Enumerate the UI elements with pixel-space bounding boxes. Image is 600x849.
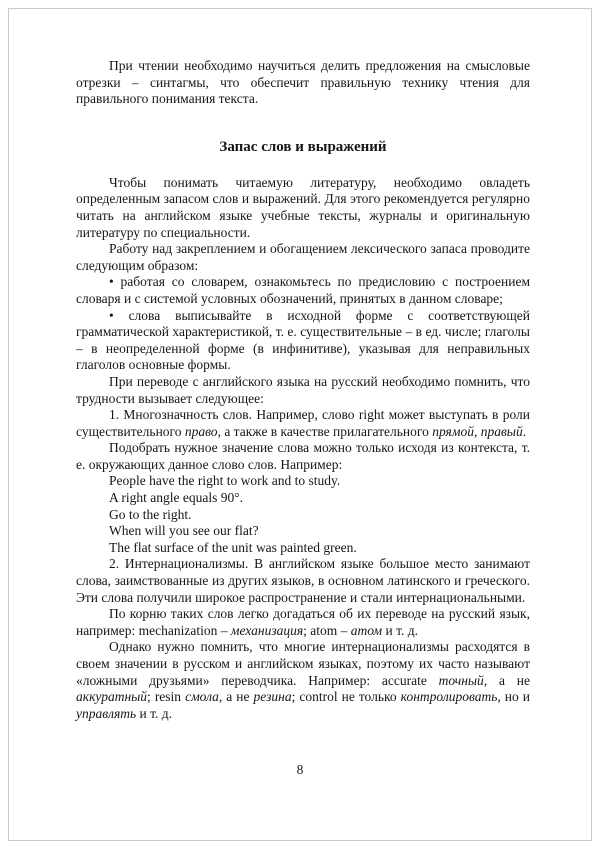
italic-text-run: механизация	[230, 622, 304, 638]
text-run: • работая со словарем, ознакомьтесь по предисловию с построением словаря и с системой условных обозначений, принятых в данном словаре;	[76, 274, 530, 306]
text-run: 1. Многозначность слов. Например, слово right может выступать в роли существительного	[76, 407, 530, 439]
text-run: , а не	[218, 689, 254, 705]
text-run: .	[522, 423, 527, 439]
paragraph	[76, 556, 530, 606]
example-line	[76, 523, 530, 540]
text-run: ; resin	[147, 689, 186, 705]
text-run: Go to the right.	[109, 506, 192, 522]
paragraph	[76, 639, 530, 722]
paragraph	[76, 606, 530, 639]
paragraph	[76, 374, 530, 407]
text-run: и т. д.	[136, 705, 173, 721]
paragraph	[76, 440, 530, 473]
text-run: и т. д.	[382, 622, 418, 638]
italic-text-run: контролировать	[400, 689, 498, 705]
text-run: Однако нужно помнить, что многие интернационализмы расходятся в своем значении в русском и английском языках, поэтому их часто называют «ложными друзьями» переводчика. Например: accurate	[76, 639, 530, 688]
page-number: 8	[296, 762, 304, 777]
text-run: При переводе с английского языка на русский необходимо помнить, что трудности вызывает следующее:	[76, 373, 530, 406]
italic-text-run: право	[184, 423, 218, 439]
italic-text-run: точный	[438, 672, 484, 688]
text-run: , а также в качестве прилагательного	[217, 423, 433, 439]
section-heading	[76, 138, 530, 157]
text-run: , а не	[483, 672, 530, 688]
example-line	[76, 507, 530, 524]
italic-text-run: смола	[185, 689, 219, 705]
example-line	[76, 540, 530, 557]
italic-text-run: аккуратный	[76, 689, 148, 705]
bullet-item	[76, 274, 530, 307]
text-run: Запас слов и выражений	[219, 138, 387, 155]
text-run: When will you see our flat?	[109, 523, 259, 539]
text-run: 2. Интернационализмы. В английском языке большое место занимают слова, заимствованные из других языков, в основном латинского и греческого. Эти слова получили широкое распространение и стали интернациональными.	[76, 556, 530, 605]
text-run: , но и	[497, 689, 530, 705]
italic-text-run: управлять	[76, 705, 137, 721]
text-run: При чтении необходимо научиться делить предложения на смысловые отрезки – синтагмы, что обеспечит правильную технику чтения для правильного понимания текста.	[76, 58, 530, 107]
text-run: ; atom –	[303, 622, 351, 638]
page-content	[76, 58, 530, 722]
text-run: The flat surface of the unit was painted green.	[109, 539, 357, 555]
text-run: Работу над закреплением и обогащением лексического запаса проводите следующим образом:	[76, 241, 530, 273]
italic-text-run: резина	[253, 689, 292, 705]
example-line	[76, 490, 530, 507]
paragraph	[76, 407, 530, 440]
text-run: A right angle equals 90°.	[109, 490, 243, 506]
paragraph	[76, 175, 530, 241]
italic-text-run: атом	[350, 622, 383, 638]
text-run: • слова выписывайте в исходной форме с соответствующей грамматической характеристикой, т. е. существительные – в ед. числе; глаголы – в неопределенной форме (в инфинитиве), указывая для неправильных глаголов основные формы.	[76, 307, 530, 373]
italic-text-run: прямой, правый	[432, 423, 523, 439]
text-run: По корню таких слов легко догадаться об их переводе на русский язык, например: mechanization –	[76, 606, 530, 638]
paragraph	[76, 58, 530, 108]
text-run: Подобрать нужное значение слова можно только исходя из контекста, т. е. окружающих данное слово слов. Например:	[76, 440, 530, 472]
text-run: People have the right to work and to study.	[109, 473, 341, 489]
text-run: Чтобы понимать читаемую литературу, необходимо овладеть определенным запасом слов и выражений. Для этого рекомендуется регулярно читать на английском языке учебные тексты, журналы и оригинальную литературу по специальности.	[76, 174, 530, 240]
paragraph	[76, 241, 530, 274]
text-run: ; control не только	[291, 689, 401, 705]
example-line	[76, 473, 530, 490]
bullet-item	[76, 308, 530, 374]
